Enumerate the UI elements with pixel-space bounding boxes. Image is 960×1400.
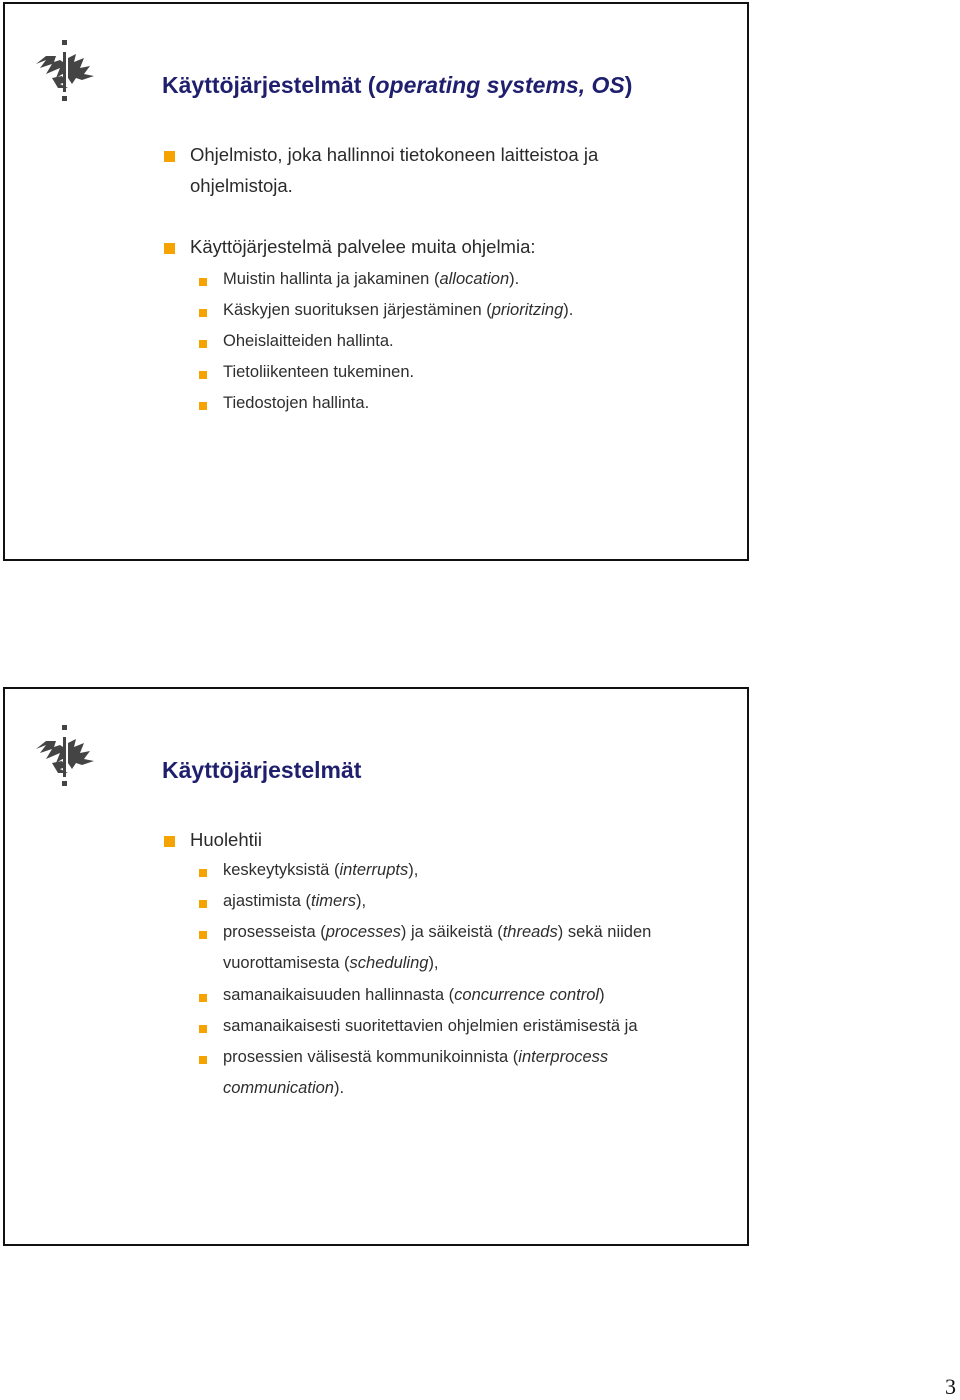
square-bullet-icon	[199, 402, 207, 410]
bullet-text-line	[223, 1048, 608, 1067]
square-bullet-icon	[164, 243, 175, 254]
text-segment: Tietoliikenteen tukeminen.	[223, 363, 415, 381]
square-bullet-icon	[164, 151, 175, 162]
text-segment: ajastimista (	[223, 892, 312, 910]
square-bullet-icon	[199, 994, 207, 1002]
italic-term: allocation	[439, 270, 510, 288]
text-segment: ohjelmistoja.	[190, 175, 293, 196]
bullet-text-line	[223, 861, 418, 880]
square-bullet-icon	[199, 278, 207, 286]
text-segment: ) sekä niiden	[557, 923, 652, 941]
text-segment: ).	[563, 301, 574, 319]
slide-1	[3, 2, 749, 561]
bullet-text-line	[190, 829, 262, 851]
bullet-text-line	[190, 236, 536, 258]
text-segment: Käskyjen suorituksen järjestäminen (	[223, 301, 492, 319]
square-bullet-icon	[199, 1025, 207, 1033]
text-segment: prosessien välisestä kommunikoinnista (	[223, 1048, 519, 1066]
bullet-text-line	[223, 394, 369, 413]
italic-term: interprocess	[518, 1048, 609, 1066]
bullet-text-line	[223, 363, 414, 382]
text-segment: prosesseista (	[223, 923, 326, 941]
italic-term: processes	[325, 923, 401, 941]
slide-title: Käyttöjärjestelmät (operating systems, OS)	[162, 72, 633, 98]
text-segment: ),	[428, 954, 439, 972]
bullet-text-line	[223, 986, 605, 1005]
square-bullet-icon	[199, 900, 207, 908]
bullet-text-line	[223, 923, 651, 942]
square-bullet-icon	[199, 309, 207, 317]
bullet-text-line	[223, 270, 519, 289]
italic-term: scheduling	[349, 954, 429, 972]
bullet-text-line	[223, 1079, 344, 1098]
bullet-text-line	[223, 301, 573, 320]
italic-term: threads	[502, 923, 558, 941]
page-number: 3	[945, 1374, 956, 1399]
text-segment: Tiedostojen hallinta.	[223, 394, 370, 412]
text-segment: )	[599, 986, 605, 1004]
slide-2	[3, 687, 749, 1246]
slide-content	[5, 4, 747, 559]
square-bullet-icon	[199, 869, 207, 877]
text-segment: ).	[509, 270, 520, 288]
square-bullet-icon	[199, 931, 207, 939]
bullet-text-line	[223, 954, 439, 973]
text-segment: keskeytyksistä (	[223, 861, 340, 879]
text-segment: Ohjelmisto, joka hallinnoi tietokoneen laitteistoa ja	[190, 144, 599, 165]
italic-term: interrupts	[339, 861, 409, 879]
italic-term: communication	[223, 1079, 334, 1097]
text-segment: vuorottamisesta (	[223, 954, 350, 972]
text-segment: Huolehtii	[190, 829, 262, 850]
text-segment: ).	[333, 1079, 345, 1097]
text-segment: ),	[355, 892, 367, 910]
slide-title: Käyttöjärjestelmät	[162, 757, 362, 783]
text-segment: Muistin hallinta ja jakaminen (	[223, 270, 440, 288]
bullet-text-line	[223, 332, 394, 351]
text-segment: samanaikaisuuden hallinnasta (	[223, 986, 455, 1004]
italic-term: prioritzing	[491, 301, 564, 319]
italic-term: timers	[311, 892, 356, 910]
text-segment: samanaikaisesti suoritettavien ohjelmien eristämisestä ja	[223, 1017, 638, 1035]
square-bullet-icon	[199, 1056, 207, 1064]
bullet-text-line	[190, 175, 293, 197]
text-segment: ) ja säikeistä (	[400, 923, 503, 941]
text-segment: Oheislaitteiden hallinta.	[223, 332, 394, 350]
bullet-text-line	[190, 144, 598, 166]
square-bullet-icon	[164, 836, 175, 847]
text-segment: Käyttöjärjestelmä palvelee muita ohjelmia:	[190, 236, 536, 257]
bullet-text-line	[223, 1017, 638, 1036]
bullet-text-line	[223, 892, 366, 911]
text-segment: ),	[408, 861, 419, 879]
slide-content	[5, 689, 747, 1244]
italic-term: concurrence control	[454, 986, 600, 1004]
square-bullet-icon	[199, 340, 207, 348]
square-bullet-icon	[199, 371, 207, 379]
